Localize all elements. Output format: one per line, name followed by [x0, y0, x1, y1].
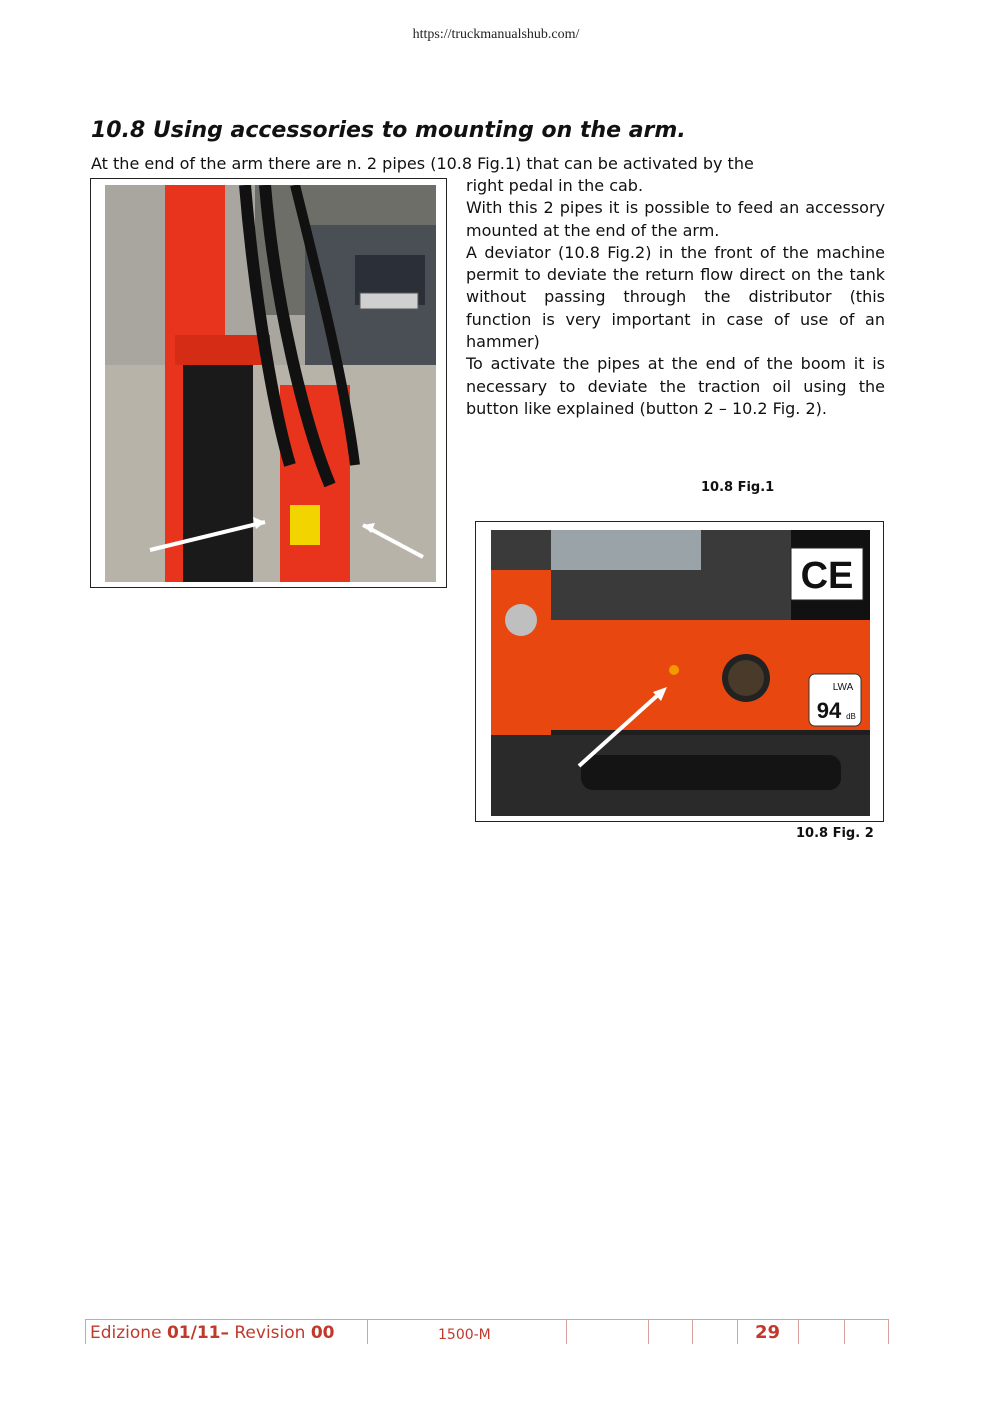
body-text — [466, 175, 885, 420]
edition-label: Edizione — [90, 1323, 167, 1343]
footer-divider — [798, 1320, 799, 1344]
paragraph: To activate the pipes at the end of the boom it is necessary to deviate the traction oil using the button like explained (button 2 – 10.2 Fig. 2). — [466, 354, 885, 418]
source-url: https://truckmanualshub.com/ — [412, 27, 580, 42]
noise-unit: dB — [846, 712, 856, 721]
page-footer — [85, 1319, 889, 1344]
footer-divider — [692, 1320, 693, 1344]
noise-label: LWA — [832, 682, 854, 693]
footer-divider — [85, 1320, 86, 1344]
revision-value: 00 — [310, 1323, 335, 1343]
revision-label: Revision — [228, 1323, 311, 1343]
footer-divider — [566, 1320, 567, 1344]
footer-divider — [367, 1320, 368, 1344]
figure-1-frame — [90, 178, 447, 588]
footer-divider — [888, 1320, 889, 1344]
figure-2-caption: 10.8 Fig. 2 — [796, 826, 874, 841]
edition-value: 01/11– — [166, 1323, 229, 1343]
footer-divider — [844, 1320, 845, 1344]
footer-divider — [648, 1320, 649, 1344]
paragraph: With this 2 pipes it is possible to feed an accessory mounted at the end of the arm. — [466, 198, 885, 240]
noise-value: 94 — [816, 698, 842, 723]
model-code: 1500-M — [438, 1327, 491, 1343]
figure-1-photo — [105, 185, 436, 582]
paragraph: A deviator (10.8 Fig.2) in the front of the machine permit to deviate the return flow direct on the tank without passing through the distributor (this function is very important in case of use of an hammer) — [466, 242, 885, 352]
edition-info — [90, 1323, 335, 1343]
ce-mark: CE — [800, 555, 854, 597]
figure-2-frame — [475, 521, 884, 822]
footer-divider — [737, 1320, 738, 1344]
paragraph: right pedal in the cab. — [466, 176, 644, 195]
section-heading: 10.8 Using accessories to mounting on the arm. — [91, 118, 686, 143]
figure-2-photo — [491, 530, 870, 816]
figure-1-caption: 10.8 Fig.1 — [701, 480, 775, 495]
intro-line: At the end of the arm there are n. 2 pipes (10.8 Fig.1) that can be activated by the — [91, 154, 754, 173]
page-number: 29 — [755, 1322, 781, 1343]
